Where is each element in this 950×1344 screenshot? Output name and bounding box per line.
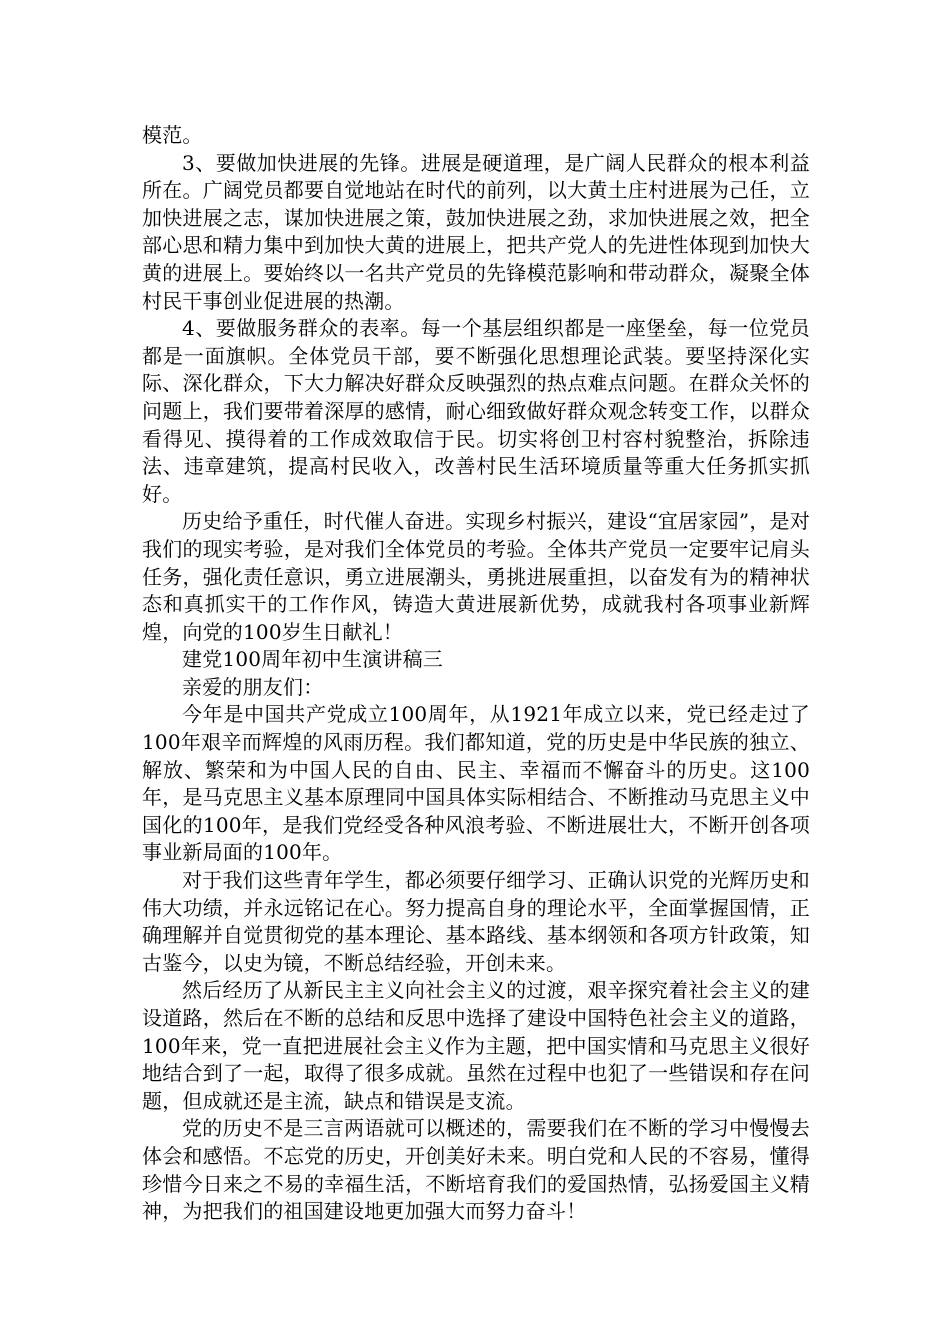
- paragraph-9: 然后经历了从新民主主义向社会主义的过渡，艰辛探究着社会主义的建设道路，然后在不断的总结和反思中选择了建设中国特色社会主义的道路，100年来，党一直把进展社会主义作为主题，把中国实情和马克思主义很好地结合到了一起，取得了很多成就。虽然在过程中也犯了一些错误和存在问题，但成就还是主流，缺点和错误是支流。: [142, 978, 810, 1113]
- paragraph-8: 对于我们这些青年学生，都必须要仔细学习、正确认识党的光辉历史和伟大功绩，并永远铭记在心。努力提高自身的理论水平，全面掌握国情，正确理解并自觉贯彻党的基本理论、基本路线、基本纲领和各项方针政策，知古鉴今，以史为镜，不断总结经验，开创未来。: [142, 868, 810, 975]
- paragraph-3: 4、要做服务群众的表率。每一个基层组织都是一座堡垒，每一位党员都是一面旗帜。全体党员干部，要不断强化思想理论武装。要坚持深化实际、深化群众，下大力解决好群众反映强烈的热点难点问题。在群众关怀的问题上，我们要带着深厚的感情，耐心细致做好群众观念转变工作，以群众看得见、摸得着的工作成效取信于民。切实将创卫村容村貌整治，拆除违法、违章建筑，提高村民收入，改善村民生活环境质量等重大任务抓实抓好。: [142, 316, 810, 506]
- paragraph-10: 党的历史不是三言两语就可以概述的，需要我们在不断的学习中慢慢去体会和感悟。不忘党的历史，开创美好未来。明白党和人民的不容易，懂得珍惜今日来之不易的幸福生活，不断培育我们的爱国热情，弘扬爱国主义精神，为把我们的祖国建设地更加强大而努力奋斗！: [142, 1116, 810, 1224]
- speech-title: 建党100周年初中生演讲稿三: [182, 647, 443, 672]
- paragraph-7: 今年是中国共产党成立100周年，从1921年成立以来，党已经走过了100年艰辛而辉煌的风雨历程。我们都知道，党的历史是中华民族的独立、解放、繁荣和为中国人民的自由、民主、幸福而不懈奋斗的历史。这100年，是马克思主义基本原理同中国具体实际相结合、不断推动马克思主义中国化的100年，是我们党经受各种风浪考验、不断进展壮大，不断开创各项事业新局面的100年。: [142, 702, 810, 865]
- salutation: 亲爱的朋友们：: [182, 674, 324, 699]
- paragraph-1: 模范。: [142, 123, 203, 147]
- document-page: [142, 122, 810, 1226]
- paragraph-4: 历史给予重任，时代催人奋进。实现乡村振兴，建设“宜居家园”，是对我们的现实考验，是对我们全体党员的考验。全体共产党员一定要牢记肩头任务，强化责任意识，勇立进展潮头，勇挑进展重担，以奋发有为的精神状态和真抓实干的工作作风，铸造大黄进展新优势，成就我村各项事业新辉煌，向党的100岁生日献礼！: [142, 509, 810, 644]
- paragraph-2: 3、要做加快进展的先锋。进展是硬道理，是广阔人民群众的根本利益所在。广阔党员都要自觉地站在时代的前列，以大黄土庄村进展为己任，立加快进展之志，谋加快进展之策，鼓加快进展之劲，求加快进展之效，把全部心思和精力集中到加快大黄的进展上，把共产党人的先进性体现到加快大黄的进展上。要始终以一名共产党员的先锋模范影响和带动群众，凝聚全体村民干事创业促进展的热潮。: [142, 150, 810, 313]
